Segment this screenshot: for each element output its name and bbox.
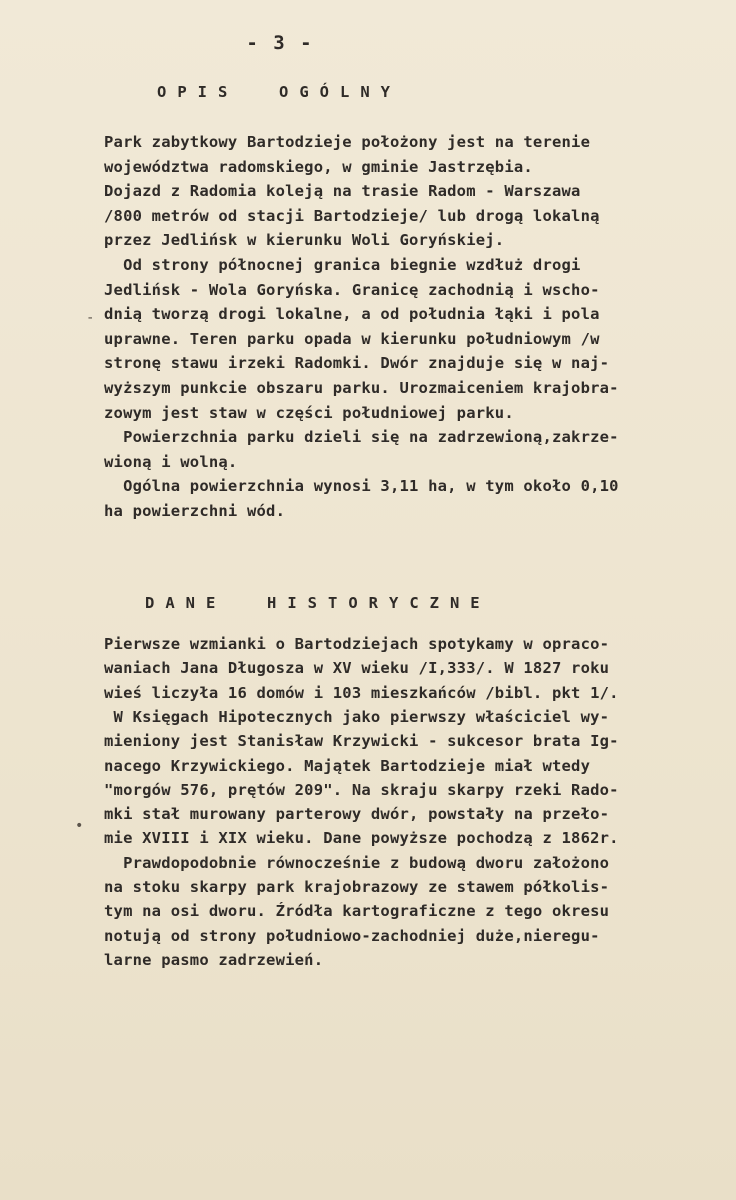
text-line: dnią tworzą drogi lokalne, a od południa łąki i pola xyxy=(104,305,600,324)
text-line: wioną i wolną. xyxy=(104,452,238,471)
text-line: Powierzchnia parku dzieli się na zadrzewioną,zakrze- xyxy=(104,428,619,447)
text-line: stronę stawu irzeki Radomki. Dwór znajduje się w naj- xyxy=(104,354,610,373)
text-line: Pierwsze wzmianki o Bartodziejach spotykamy w opraco- xyxy=(104,635,610,653)
text-line: Jedlińsk - Wola Goryńska. Granicę zachodnią i wscho- xyxy=(104,280,600,299)
text-line: mie XVIII i XIX wieku. Dane powyższe pochodzą z 1862r. xyxy=(104,829,619,848)
text-line: /800 metrów od stacji Bartodzieje/ lub drogą lokalną xyxy=(104,206,600,225)
text-line: uprawne. Teren parku opada w kierunku południowym /w xyxy=(104,329,600,348)
text-line: larne pasmo zadrzewień. xyxy=(104,950,324,969)
text-line: W Księgach Hipotecznych jako pierwszy właściciel wy- xyxy=(104,707,610,726)
text-line: województwa radomskiego, w gminie Jastrzębia. xyxy=(104,157,533,176)
text-line: Park zabytkowy Bartodzieje położony jest na terenie xyxy=(104,133,591,151)
text-line: zowym jest staw w części południowej parku. xyxy=(104,403,514,422)
text-line: nacego Krzywickiego. Majątek Bartodzieje miał wtedy xyxy=(104,756,591,775)
page-number: - 3 - xyxy=(246,32,314,54)
margin-dot-mark: • xyxy=(75,818,84,834)
text-line: waniach Jana Długosza w XV wieku /I,333/. W 1827 roku xyxy=(104,659,610,678)
text-line: mki stał murowany parterowy dwór, powstały na przeło- xyxy=(104,805,610,824)
text-line: Od strony północnej granica biegnie wzdłuż drogi xyxy=(104,256,581,274)
text-line: mieniony jest Stanisław Krzywicki - sukcesor brata Ig- xyxy=(104,732,619,751)
text-line: przez Jedlińsk w kierunku Woli Goryńskiej. xyxy=(104,231,505,250)
text-line: "morgów 576, prętów 209". Na skraju skarpy rzeki Rado- xyxy=(104,780,619,799)
text-line: wieś liczyła 16 domów i 103 mieszkańców /bibl. pkt 1/. xyxy=(104,683,619,702)
text-line: Prawdopodobnie równocześnie z budową dworu założono xyxy=(104,853,610,872)
text-line: Dojazd z Radomia koleją na trasie Radom - Warszawa xyxy=(104,182,581,201)
text-line: tym na osi dworu. Źródła kartograficzne z tego okresu xyxy=(104,902,610,921)
section-heading-opis-ogolny: OPIS OGÓLNY xyxy=(157,83,401,101)
text-line: Ogólna powierzchnia wynosi 3,11 ha, w tym około 0,10 xyxy=(104,477,619,496)
text-line: wyższym punkcie obszaru parku. Urozmaiceniem krajobra- xyxy=(104,379,619,397)
text-line: na stoku skarpy park krajobrazowy ze stawem półkolis- xyxy=(104,878,610,896)
section-heading-dane-historyczne: DANE HISTORYCZNE xyxy=(145,594,491,612)
text-line: notują od strony południowo-zachodniej duże,nieregu- xyxy=(104,926,600,945)
margin-dash-mark: - xyxy=(86,310,95,326)
text-line: ha powierzchni wód. xyxy=(104,502,286,520)
